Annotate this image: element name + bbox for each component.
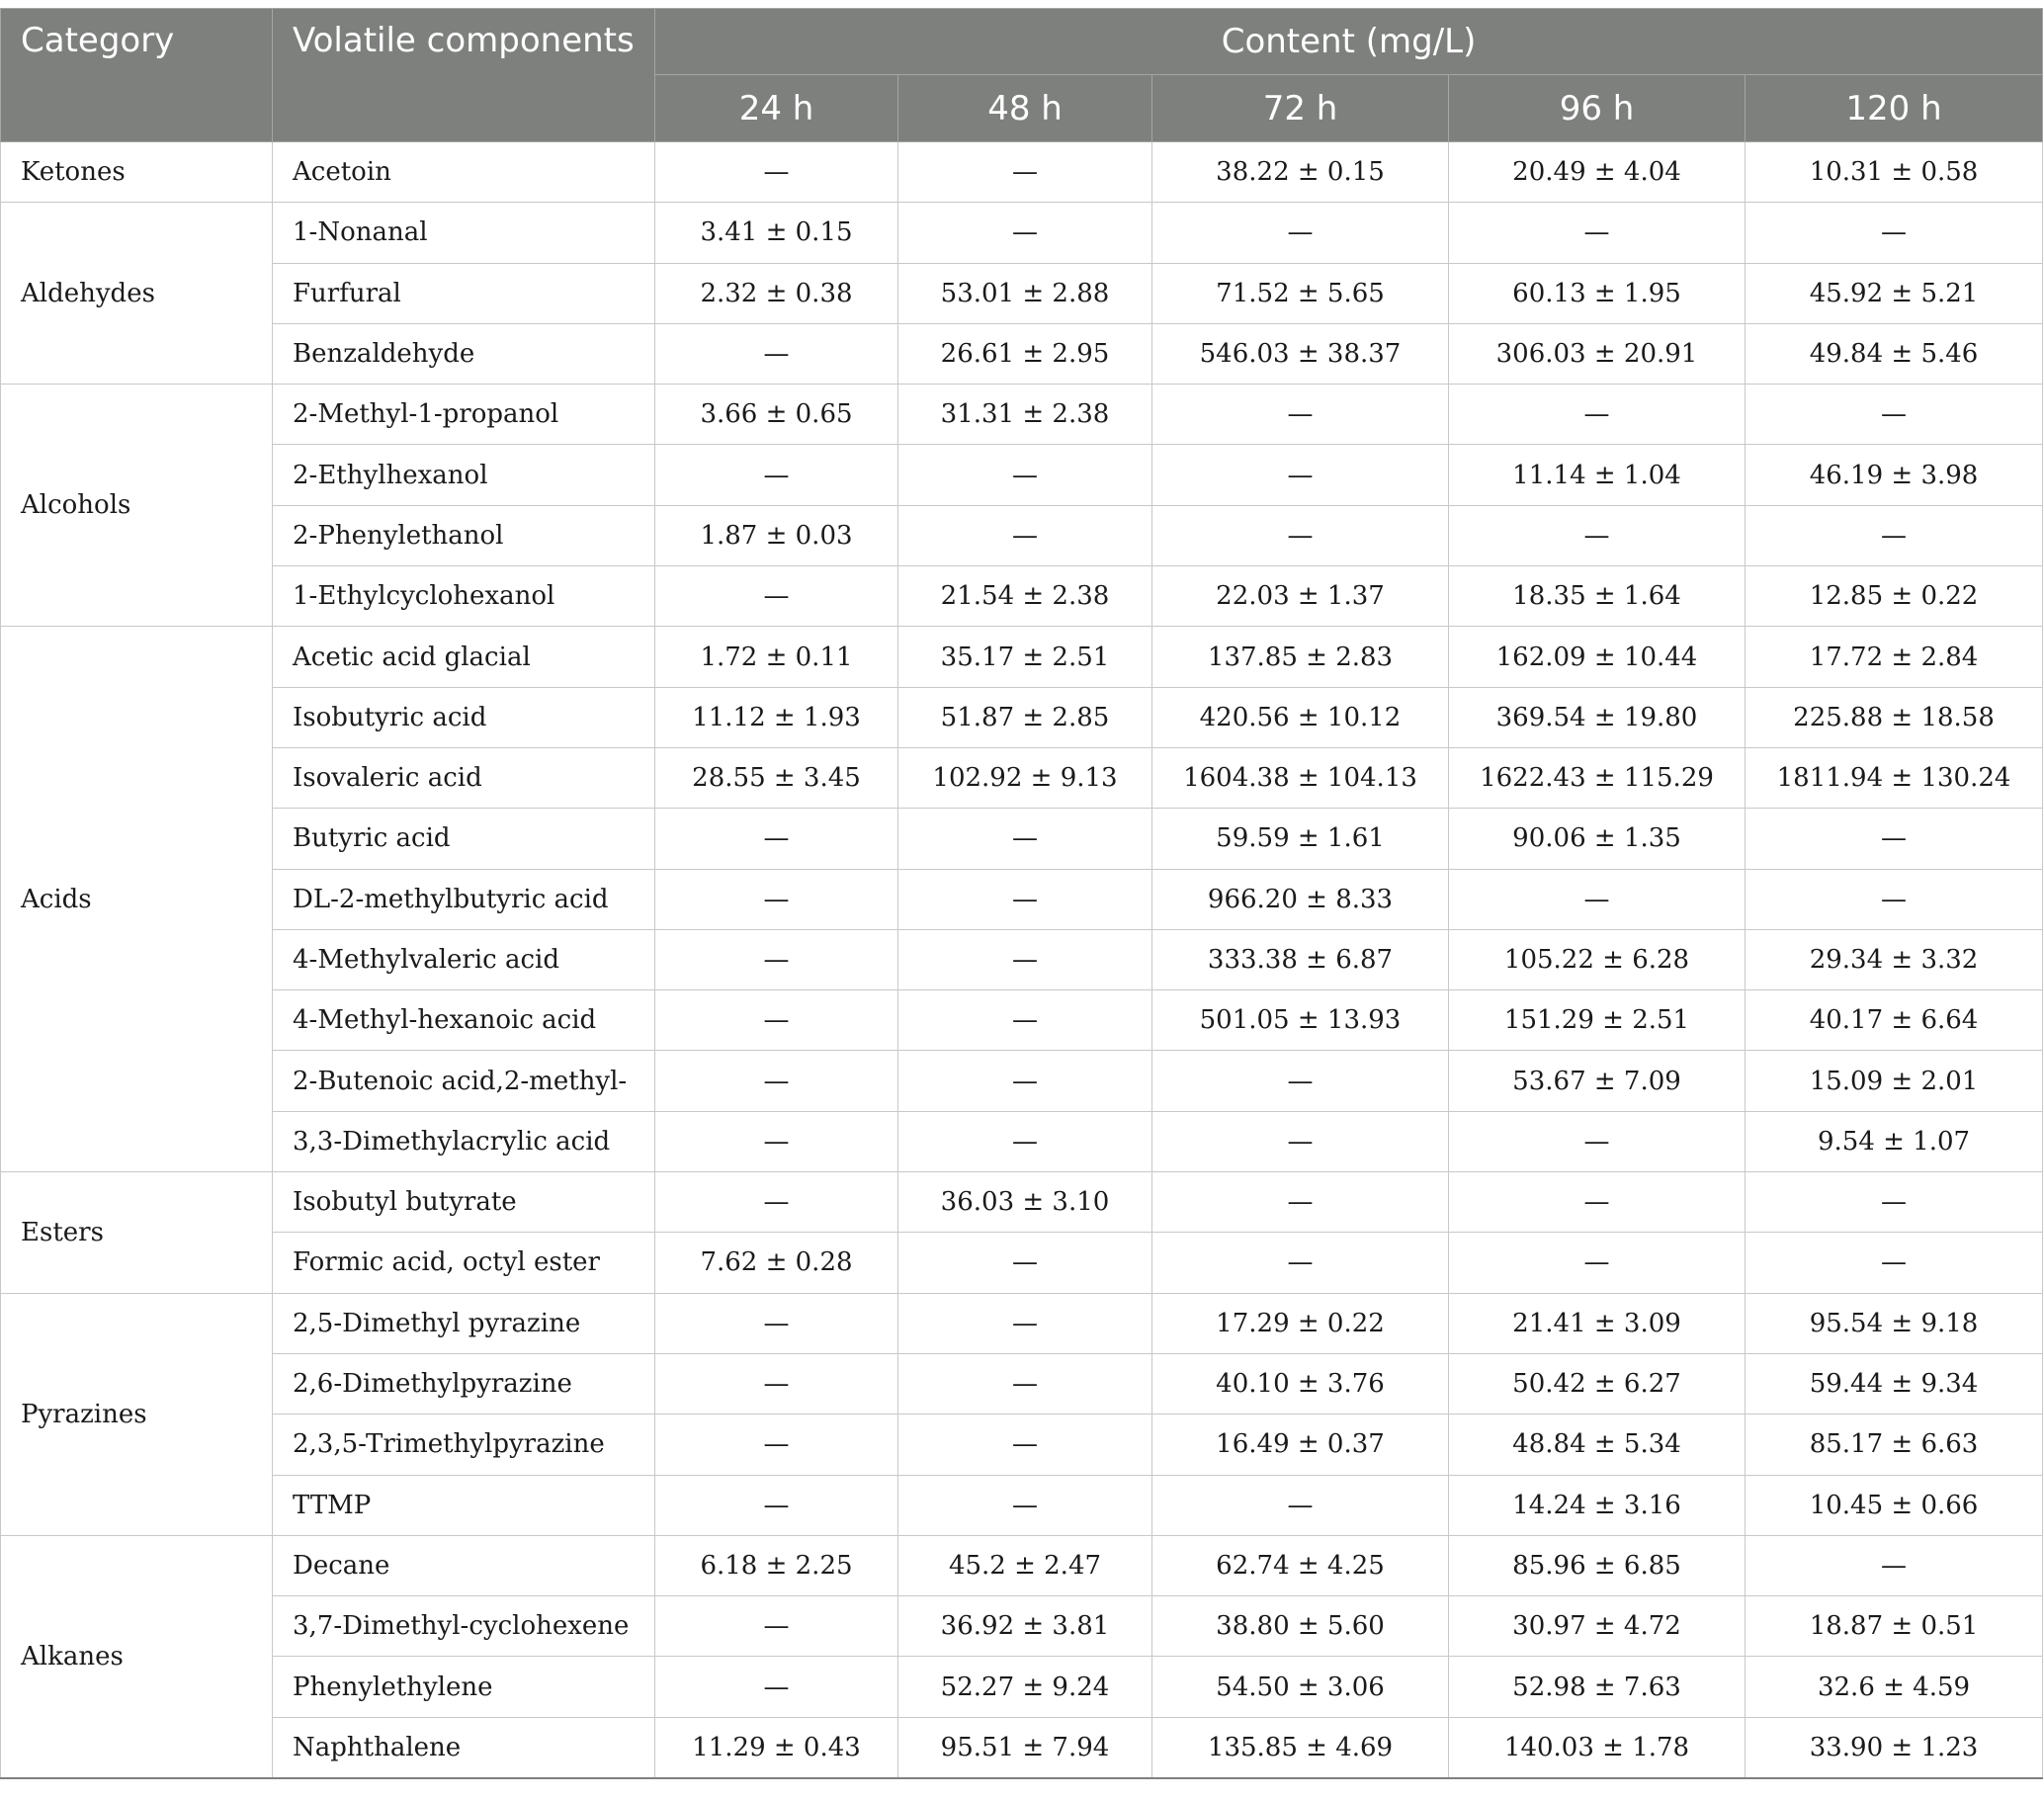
content-value-cell: — bbox=[655, 445, 898, 505]
content-value-cell: — bbox=[1152, 1172, 1449, 1233]
content-value-cell: 2.32 ± 0.38 bbox=[655, 263, 898, 323]
category-cell: Ketones bbox=[1, 142, 273, 203]
content-value-cell: — bbox=[655, 990, 898, 1051]
content-value-cell: — bbox=[1449, 505, 1746, 565]
content-value-cell: 3.66 ± 0.65 bbox=[655, 385, 898, 445]
table-row bbox=[1, 990, 2043, 1051]
content-value-cell: 1.87 ± 0.03 bbox=[655, 505, 898, 565]
content-value-cell: 1622.43 ± 115.29 bbox=[1449, 747, 1746, 808]
content-value-cell: 54.50 ± 3.06 bbox=[1152, 1657, 1449, 1717]
table-row bbox=[1, 505, 2043, 565]
content-value-cell: 3.41 ± 0.15 bbox=[655, 203, 898, 263]
content-value-cell: 17.29 ± 0.22 bbox=[1152, 1293, 1449, 1353]
table-row bbox=[1, 263, 2043, 323]
component-name-cell: 4-Methyl-hexanoic acid bbox=[273, 990, 655, 1051]
table-row bbox=[1, 323, 2043, 384]
content-value-cell: 546.03 ± 38.37 bbox=[1152, 323, 1449, 384]
component-name-cell: 3,7-Dimethyl-cyclohexene bbox=[273, 1596, 655, 1657]
category-cell: Pyrazines bbox=[1, 1293, 273, 1535]
content-value-cell: 12.85 ± 0.22 bbox=[1746, 566, 2043, 627]
content-value-cell: 1811.94 ± 130.24 bbox=[1746, 747, 2043, 808]
content-value-cell: 85.17 ± 6.63 bbox=[1746, 1414, 2043, 1475]
content-value-cell: — bbox=[1746, 1233, 2043, 1293]
content-value-cell: 135.85 ± 4.69 bbox=[1152, 1717, 1449, 1777]
content-value-cell: — bbox=[1746, 1535, 2043, 1595]
content-value-cell: — bbox=[655, 1353, 898, 1414]
content-value-cell: — bbox=[655, 1051, 898, 1111]
time-header-24h: 24 h bbox=[655, 75, 898, 142]
component-name-cell: 2-Ethylhexanol bbox=[273, 445, 655, 505]
content-value-cell: — bbox=[1746, 385, 2043, 445]
content-value-cell: — bbox=[898, 809, 1152, 869]
component-name-cell: Benzaldehyde bbox=[273, 323, 655, 384]
table-row bbox=[1, 1233, 2043, 1293]
content-value-cell: — bbox=[1746, 869, 2043, 929]
content-value-cell: 501.05 ± 13.93 bbox=[1152, 990, 1449, 1051]
content-value-cell: 52.98 ± 7.63 bbox=[1449, 1657, 1746, 1717]
table-row bbox=[1, 869, 2043, 929]
content-value-cell: 62.74 ± 4.25 bbox=[1152, 1535, 1449, 1595]
content-value-cell: 33.90 ± 1.23 bbox=[1746, 1717, 2043, 1777]
category-cell: Alcohols bbox=[1, 385, 273, 627]
content-value-cell: 38.80 ± 5.60 bbox=[1152, 1596, 1449, 1657]
table-row bbox=[1, 809, 2043, 869]
content-value-cell: 29.34 ± 3.32 bbox=[1746, 929, 2043, 989]
component-name-cell: Isobutyric acid bbox=[273, 687, 655, 747]
table-header bbox=[1, 9, 2043, 142]
content-value-cell: — bbox=[655, 1596, 898, 1657]
content-value-cell: — bbox=[1449, 1172, 1746, 1233]
content-value-cell: 102.92 ± 9.13 bbox=[898, 747, 1152, 808]
component-name-cell: 4-Methylvaleric acid bbox=[273, 929, 655, 989]
content-value-cell: 225.88 ± 18.58 bbox=[1746, 687, 2043, 747]
content-value-cell: — bbox=[655, 142, 898, 203]
content-value-cell: 966.20 ± 8.33 bbox=[1152, 869, 1449, 929]
content-value-cell: — bbox=[1449, 1111, 1746, 1171]
content-value-cell: 1.72 ± 0.11 bbox=[655, 627, 898, 687]
component-name-cell: 2,5-Dimethyl pyrazine bbox=[273, 1293, 655, 1353]
component-name-cell: Acetic acid glacial bbox=[273, 627, 655, 687]
component-name-cell: Isovaleric acid bbox=[273, 747, 655, 808]
table-row bbox=[1, 1717, 2043, 1777]
content-value-cell: — bbox=[1152, 1475, 1449, 1535]
content-value-cell: 46.19 ± 3.98 bbox=[1746, 445, 2043, 505]
content-value-cell: 52.27 ± 9.24 bbox=[898, 1657, 1152, 1717]
content-value-cell: 137.85 ± 2.83 bbox=[1152, 627, 1449, 687]
component-name-cell: DL-2-methylbutyric acid bbox=[273, 869, 655, 929]
component-name-cell: Decane bbox=[273, 1535, 655, 1595]
content-value-cell: — bbox=[898, 869, 1152, 929]
content-value-cell: 18.87 ± 0.51 bbox=[1746, 1596, 2043, 1657]
table-row bbox=[1, 1051, 2043, 1111]
content-value-cell: — bbox=[1746, 505, 2043, 565]
content-value-cell: — bbox=[1746, 809, 2043, 869]
content-value-cell: — bbox=[898, 990, 1152, 1051]
table-row bbox=[1, 1172, 2043, 1233]
content-value-cell: — bbox=[655, 323, 898, 384]
content-value-cell: 17.72 ± 2.84 bbox=[1746, 627, 2043, 687]
content-value-cell: — bbox=[898, 1293, 1152, 1353]
content-value-cell: — bbox=[1152, 505, 1449, 565]
content-value-cell: 105.22 ± 6.28 bbox=[1449, 929, 1746, 989]
content-value-cell: — bbox=[898, 1353, 1152, 1414]
content-value-cell: — bbox=[655, 1293, 898, 1353]
content-value-cell: 151.29 ± 2.51 bbox=[1449, 990, 1746, 1051]
content-value-cell: 1604.38 ± 104.13 bbox=[1152, 747, 1449, 808]
component-name-cell: 2-Butenoic acid,2-methyl- bbox=[273, 1051, 655, 1111]
component-name-cell: 1-Ethylcyclohexanol bbox=[273, 566, 655, 627]
table-row bbox=[1, 687, 2043, 747]
content-value-cell: — bbox=[898, 1051, 1152, 1111]
content-header: Content (mg/L) bbox=[655, 9, 2043, 75]
category-cell: Alkanes bbox=[1, 1535, 273, 1777]
content-value-cell: 140.03 ± 1.78 bbox=[1449, 1717, 1746, 1777]
content-value-cell: — bbox=[898, 505, 1152, 565]
time-header-120h: 120 h bbox=[1746, 75, 2043, 142]
component-name-cell: Formic acid, octyl ester bbox=[273, 1233, 655, 1293]
table-row bbox=[1, 929, 2043, 989]
table-row bbox=[1, 445, 2043, 505]
table-row bbox=[1, 203, 2043, 263]
content-value-cell: 22.03 ± 1.37 bbox=[1152, 566, 1449, 627]
content-value-cell: 31.31 ± 2.38 bbox=[898, 385, 1152, 445]
content-value-cell: 71.52 ± 5.65 bbox=[1152, 263, 1449, 323]
content-value-cell: 11.14 ± 1.04 bbox=[1449, 445, 1746, 505]
content-value-cell: — bbox=[655, 869, 898, 929]
content-value-cell: 53.67 ± 7.09 bbox=[1449, 1051, 1746, 1111]
content-value-cell: 36.92 ± 3.81 bbox=[898, 1596, 1152, 1657]
content-value-cell: — bbox=[655, 809, 898, 869]
category-cell: Esters bbox=[1, 1172, 273, 1294]
content-value-cell: 20.49 ± 4.04 bbox=[1449, 142, 1746, 203]
time-header-72h: 72 h bbox=[1152, 75, 1449, 142]
content-value-cell: — bbox=[1449, 869, 1746, 929]
content-value-cell: — bbox=[1746, 1172, 2043, 1233]
content-value-cell: — bbox=[1152, 385, 1449, 445]
table-row bbox=[1, 1535, 2043, 1595]
content-value-cell: 10.45 ± 0.66 bbox=[1746, 1475, 2043, 1535]
table-row bbox=[1, 627, 2043, 687]
component-name-cell: 2,6-Dimethylpyrazine bbox=[273, 1353, 655, 1414]
component-name-cell: Butyric acid bbox=[273, 809, 655, 869]
table-row bbox=[1, 1111, 2043, 1171]
content-value-cell: — bbox=[655, 566, 898, 627]
volatile-components-table bbox=[0, 8, 2043, 1779]
content-value-cell: 6.18 ± 2.25 bbox=[655, 1535, 898, 1595]
content-value-cell: 95.54 ± 9.18 bbox=[1746, 1293, 2043, 1353]
table-row bbox=[1, 142, 2043, 203]
table-row bbox=[1, 1475, 2043, 1535]
content-value-cell: — bbox=[655, 1414, 898, 1475]
content-value-cell: 333.38 ± 6.87 bbox=[1152, 929, 1449, 989]
content-value-cell: 28.55 ± 3.45 bbox=[655, 747, 898, 808]
content-value-cell: 369.54 ± 19.80 bbox=[1449, 687, 1746, 747]
content-value-cell: 45.2 ± 2.47 bbox=[898, 1535, 1152, 1595]
time-header-48h: 48 h bbox=[898, 75, 1152, 142]
table-row bbox=[1, 1353, 2043, 1414]
content-value-cell: 26.61 ± 2.95 bbox=[898, 323, 1152, 384]
content-value-cell: — bbox=[655, 1657, 898, 1717]
content-value-cell: — bbox=[1746, 203, 2043, 263]
content-value-cell: — bbox=[898, 142, 1152, 203]
time-header-96h: 96 h bbox=[1449, 75, 1746, 142]
content-value-cell: 40.17 ± 6.64 bbox=[1746, 990, 2043, 1051]
component-name-cell: 1-Nonanal bbox=[273, 203, 655, 263]
content-value-cell: 14.24 ± 3.16 bbox=[1449, 1475, 1746, 1535]
content-value-cell: 306.03 ± 20.91 bbox=[1449, 323, 1746, 384]
content-value-cell: 162.09 ± 10.44 bbox=[1449, 627, 1746, 687]
content-value-cell: 420.56 ± 10.12 bbox=[1152, 687, 1449, 747]
content-value-cell: — bbox=[898, 1414, 1152, 1475]
content-value-cell: 10.31 ± 0.58 bbox=[1746, 142, 2043, 203]
content-value-cell: 9.54 ± 1.07 bbox=[1746, 1111, 2043, 1171]
content-value-cell: — bbox=[1152, 1051, 1449, 1111]
content-value-cell: 95.51 ± 7.94 bbox=[898, 1717, 1152, 1777]
content-value-cell: 21.54 ± 2.38 bbox=[898, 566, 1152, 627]
component-name-cell: 2,3,5-Trimethylpyrazine bbox=[273, 1414, 655, 1475]
content-value-cell: — bbox=[655, 1475, 898, 1535]
content-value-cell: 45.92 ± 5.21 bbox=[1746, 263, 2043, 323]
content-value-cell: — bbox=[1449, 203, 1746, 263]
content-value-cell: 15.09 ± 2.01 bbox=[1746, 1051, 2043, 1111]
table-row bbox=[1, 1293, 2043, 1353]
table-row bbox=[1, 566, 2043, 627]
component-name-cell: Furfural bbox=[273, 263, 655, 323]
content-value-cell: — bbox=[1152, 1111, 1449, 1171]
content-value-cell: 59.59 ± 1.61 bbox=[1152, 809, 1449, 869]
content-value-cell: 35.17 ± 2.51 bbox=[898, 627, 1152, 687]
content-value-cell: 51.87 ± 2.85 bbox=[898, 687, 1152, 747]
category-cell: Acids bbox=[1, 627, 273, 1172]
content-value-cell: — bbox=[898, 929, 1152, 989]
content-value-cell: — bbox=[898, 203, 1152, 263]
component-name-cell: Phenylethylene bbox=[273, 1657, 655, 1717]
content-value-cell: — bbox=[655, 1172, 898, 1233]
content-value-cell: — bbox=[898, 1475, 1152, 1535]
content-value-cell: 32.6 ± 4.59 bbox=[1746, 1657, 2043, 1717]
content-value-cell: 36.03 ± 3.10 bbox=[898, 1172, 1152, 1233]
component-name-cell: Acetoin bbox=[273, 142, 655, 203]
content-value-cell: 30.97 ± 4.72 bbox=[1449, 1596, 1746, 1657]
content-value-cell: 59.44 ± 9.34 bbox=[1746, 1353, 2043, 1414]
table-body bbox=[1, 142, 2043, 1778]
content-value-cell: — bbox=[1152, 1233, 1449, 1293]
content-value-cell: 50.42 ± 6.27 bbox=[1449, 1353, 1746, 1414]
content-value-cell: — bbox=[1449, 385, 1746, 445]
components-column-header: Volatile components bbox=[273, 9, 655, 142]
content-value-cell: — bbox=[1449, 1233, 1746, 1293]
content-value-cell: 16.49 ± 0.37 bbox=[1152, 1414, 1449, 1475]
content-value-cell: 21.41 ± 3.09 bbox=[1449, 1293, 1746, 1353]
component-name-cell: 2-Methyl-1-propanol bbox=[273, 385, 655, 445]
content-value-cell: 11.29 ± 0.43 bbox=[655, 1717, 898, 1777]
category-cell: Aldehydes bbox=[1, 203, 273, 385]
category-column-header: Category bbox=[1, 9, 273, 142]
content-value-cell: — bbox=[655, 929, 898, 989]
content-value-cell: — bbox=[1152, 203, 1449, 263]
content-value-cell: 85.96 ± 6.85 bbox=[1449, 1535, 1746, 1595]
content-value-cell: 7.62 ± 0.28 bbox=[655, 1233, 898, 1293]
content-value-cell: 60.13 ± 1.95 bbox=[1449, 263, 1746, 323]
content-value-cell: 49.84 ± 5.46 bbox=[1746, 323, 2043, 384]
content-value-cell: 90.06 ± 1.35 bbox=[1449, 809, 1746, 869]
component-name-cell: 3,3-Dimethylacrylic acid bbox=[273, 1111, 655, 1171]
component-name-cell: Naphthalene bbox=[273, 1717, 655, 1777]
component-name-cell: 2-Phenylethanol bbox=[273, 505, 655, 565]
component-name-cell: TTMP bbox=[273, 1475, 655, 1535]
content-value-cell: 48.84 ± 5.34 bbox=[1449, 1414, 1746, 1475]
table-row bbox=[1, 385, 2043, 445]
content-value-cell: — bbox=[898, 1111, 1152, 1171]
content-value-cell: — bbox=[898, 1233, 1152, 1293]
table-row bbox=[1, 1657, 2043, 1717]
content-value-cell: — bbox=[898, 445, 1152, 505]
content-value-cell: — bbox=[655, 1111, 898, 1171]
table-row bbox=[1, 1596, 2043, 1657]
component-name-cell: Isobutyl butyrate bbox=[273, 1172, 655, 1233]
content-value-cell: 40.10 ± 3.76 bbox=[1152, 1353, 1449, 1414]
content-value-cell: 38.22 ± 0.15 bbox=[1152, 142, 1449, 203]
content-value-cell: — bbox=[1152, 445, 1449, 505]
table-row bbox=[1, 747, 2043, 808]
table-row bbox=[1, 1414, 2043, 1475]
content-value-cell: 53.01 ± 2.88 bbox=[898, 263, 1152, 323]
content-value-cell: 18.35 ± 1.64 bbox=[1449, 566, 1746, 627]
content-value-cell: 11.12 ± 1.93 bbox=[655, 687, 898, 747]
